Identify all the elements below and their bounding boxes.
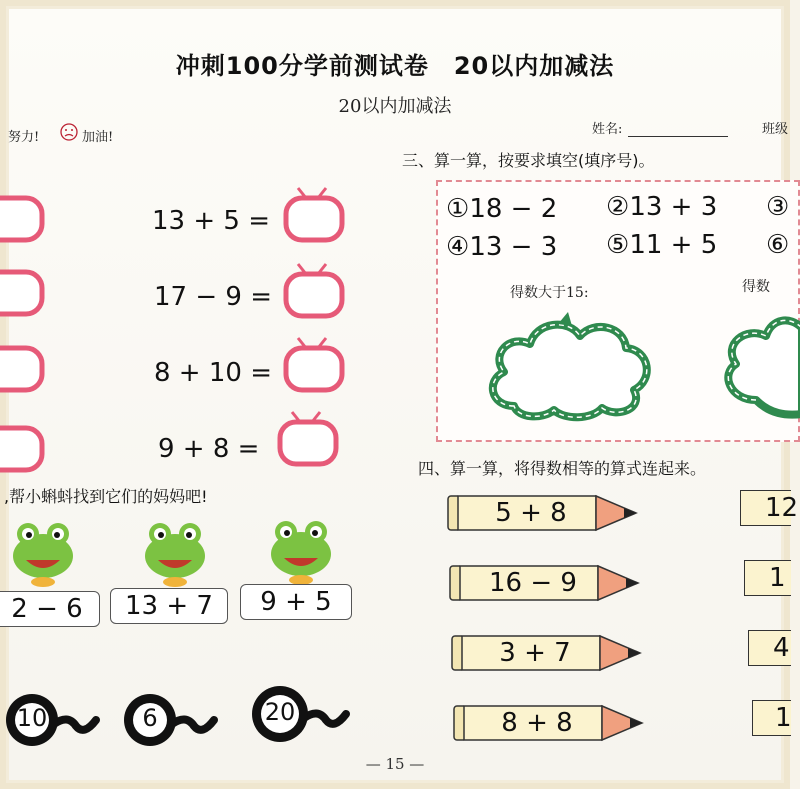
right-pencil-1[interactable] bbox=[740, 490, 799, 526]
choice-3[interactable]: ③ bbox=[766, 192, 790, 222]
equation-4: 9 + 8 = bbox=[158, 434, 260, 464]
page-title: 冲刺100分学前测试卷 20以内加减法 bbox=[175, 52, 615, 80]
choice-2[interactable]: ②13 + 3 bbox=[606, 192, 718, 222]
choice-4[interactable]: ④13 − 3 bbox=[446, 232, 558, 262]
tadpole-label-2: 6 bbox=[142, 704, 158, 732]
tv-partial-1 bbox=[0, 190, 46, 246]
pencil-label-1: 5 + 8 bbox=[495, 498, 567, 528]
tv-answer-box-2[interactable] bbox=[282, 262, 346, 324]
frog-card-3[interactable]: 9 + 5 bbox=[240, 584, 352, 620]
section3-heading: 三、算一算，按要求填空(填序号)。 bbox=[402, 151, 655, 170]
answer-cloud-2[interactable] bbox=[716, 304, 796, 420]
frog-illustration-2 bbox=[138, 516, 212, 592]
pencil-1[interactable] bbox=[446, 492, 642, 538]
frog-card-1[interactable]: 2 − 6 bbox=[0, 591, 100, 627]
right-pencil-label-2: 1 bbox=[769, 563, 786, 593]
choice-6[interactable]: ⑥ bbox=[766, 230, 790, 260]
sad-face-icon bbox=[60, 123, 78, 145]
pencil-4[interactable] bbox=[452, 702, 648, 748]
section4-heading: 四、算一算，将得数相等的算式连起来。 bbox=[418, 459, 707, 478]
choice-5[interactable]: ⑤11 + 5 bbox=[606, 230, 718, 260]
page-subtitle: 20以内加减法 bbox=[338, 96, 452, 117]
tv-partial-4 bbox=[0, 420, 46, 476]
tv-answer-box-4[interactable] bbox=[276, 410, 340, 472]
name-blank[interactable] bbox=[628, 122, 728, 137]
tv-answer-box-3[interactable] bbox=[282, 336, 346, 398]
tadpole-label-1: 10 bbox=[16, 704, 48, 732]
answer-cloud-1[interactable] bbox=[484, 310, 656, 426]
pencil-2[interactable] bbox=[448, 562, 644, 608]
right-pencil-4[interactable] bbox=[752, 700, 791, 736]
tadpole-3[interactable] bbox=[250, 684, 350, 750]
frog-instruction: ,帮小蝌蚪找到它们的妈妈吧! bbox=[4, 487, 208, 506]
right-pencil-label-3: 4 bbox=[773, 633, 790, 663]
cheer-label: 加油! bbox=[82, 130, 114, 145]
class-label: 班级 bbox=[762, 122, 789, 137]
frog-illustration-3 bbox=[264, 514, 338, 590]
cloud-label-2: 得数 bbox=[742, 279, 770, 295]
frog-card-2[interactable]: 13 + 7 bbox=[110, 588, 228, 624]
choice-1[interactable]: ①18 − 2 bbox=[446, 194, 558, 224]
right-pencil-label-4: 1 bbox=[775, 703, 792, 733]
tadpole-label-3: 20 bbox=[264, 698, 296, 726]
effort-label: 努力! bbox=[8, 130, 40, 145]
tv-partial-3 bbox=[0, 340, 46, 396]
tv-partial-2 bbox=[0, 264, 46, 320]
name-label: 姓名: bbox=[592, 122, 623, 137]
tv-answer-box-1[interactable] bbox=[282, 186, 346, 248]
tadpole-1[interactable] bbox=[4, 690, 100, 754]
pencil-label-4: 8 + 8 bbox=[501, 708, 573, 738]
pencil-label-3: 3 + 7 bbox=[499, 638, 571, 668]
tadpole-2[interactable] bbox=[122, 690, 218, 754]
equation-2: 17 − 9 = bbox=[154, 282, 272, 312]
equation-1: 13 + 5 = bbox=[152, 206, 270, 236]
pencil-label-2: 16 − 9 bbox=[489, 568, 577, 598]
right-pencil-label-1: 12 bbox=[765, 493, 799, 523]
right-pencil-3[interactable] bbox=[748, 630, 791, 666]
cloud-label-1: 得数大于15: bbox=[510, 285, 589, 301]
equation-3: 8 + 10 = bbox=[154, 358, 272, 388]
name-field[interactable] bbox=[592, 118, 728, 137]
page-number: — 15 — bbox=[365, 755, 425, 773]
right-pencil-2[interactable] bbox=[744, 560, 791, 596]
frog-illustration-1 bbox=[6, 516, 80, 592]
pencil-3[interactable] bbox=[450, 632, 646, 678]
